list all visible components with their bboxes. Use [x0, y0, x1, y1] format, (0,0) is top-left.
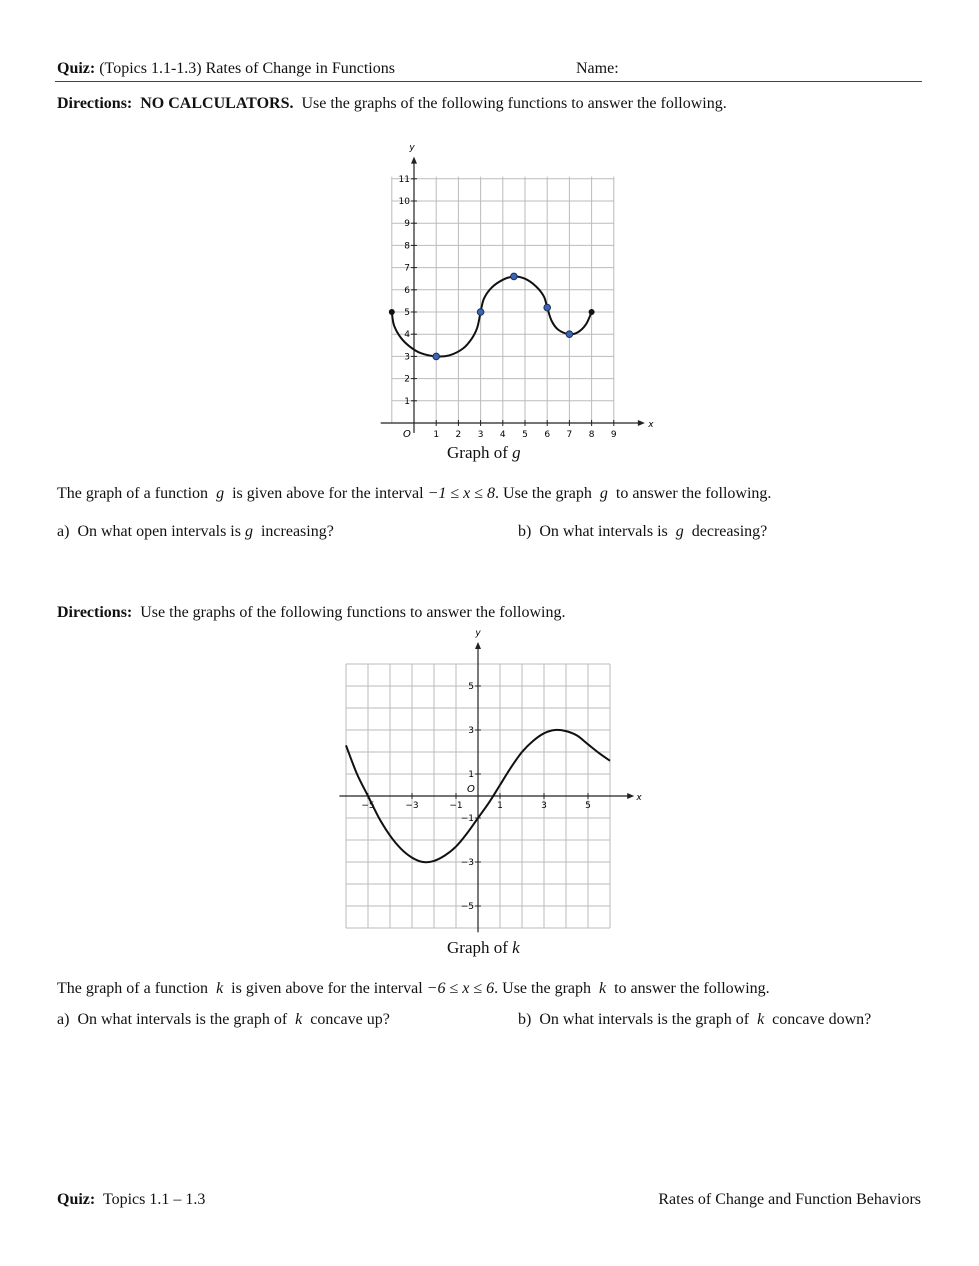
question-label: a)	[57, 1011, 70, 1028]
question-text: On what intervals is	[539, 523, 668, 540]
directions-label: Directions:	[57, 604, 133, 621]
y-tick-label: 10	[398, 197, 410, 207]
prompt-text: to answer the following.	[615, 485, 772, 502]
footer-right: Rates of Change and Function Behaviors	[658, 1191, 921, 1208]
prompt-text: The graph of a function	[57, 485, 209, 502]
x-tick-label: 5	[522, 430, 528, 440]
question-text: decreasing?	[691, 523, 768, 540]
y-axis-arrow	[475, 642, 481, 649]
origin-label: O	[467, 784, 475, 795]
directions-label: Directions:	[57, 95, 133, 112]
y-tick-label: 1	[468, 770, 474, 780]
x-tick-label: 6	[544, 430, 551, 440]
y-tick-label: 8	[404, 241, 410, 252]
x-tick-label: 1	[433, 430, 440, 440]
x-tick-label: 8	[588, 430, 595, 440]
quiz-title: (Topics 1.1-1.3) Rates of Change in Functions	[99, 60, 395, 77]
y-axis-label: y	[409, 145, 415, 153]
question-var: g	[675, 523, 684, 540]
marked-point	[511, 273, 518, 280]
footer-quiz-label: Quiz:	[57, 1191, 96, 1208]
graph-g-caption	[447, 443, 521, 463]
prompt-var: g	[216, 485, 225, 502]
endpoint	[589, 309, 595, 315]
question-text: concave down?	[772, 1011, 872, 1028]
prompt-text: to answer the following.	[614, 980, 770, 997]
directions-2	[57, 604, 566, 622]
x-axis-arrow	[638, 420, 645, 426]
prompt-text: . Use the graph	[495, 485, 592, 502]
question-g-a	[57, 523, 334, 541]
y-tick-label: 2	[404, 374, 410, 385]
question-var: k	[757, 1011, 765, 1028]
endpoint	[389, 309, 395, 315]
x-axis-label: x	[636, 793, 642, 803]
question-label: b)	[518, 523, 532, 540]
question-label: a)	[57, 523, 70, 540]
y-tick-label: 11	[398, 174, 410, 185]
prompt-k	[57, 980, 770, 998]
caption-var: k	[512, 938, 520, 957]
x-tick-label: 2	[455, 430, 462, 440]
y-tick-label: −3	[460, 858, 474, 868]
prompt-text: . Use the graph	[494, 980, 591, 997]
question-k-a	[57, 1011, 390, 1029]
header	[57, 60, 395, 78]
graph-k-caption	[447, 938, 520, 958]
directions-text: Use the graphs of the following functions to answer the following.	[301, 95, 727, 112]
y-axis-label: y	[475, 628, 481, 639]
y-tick-label: 4	[404, 330, 410, 341]
prompt-var: k	[599, 980, 607, 997]
y-tick-label: −1	[460, 814, 474, 824]
y-tick-label: 9	[404, 219, 410, 230]
x-tick-label: −5	[361, 801, 375, 811]
footer-left	[57, 1191, 205, 1209]
directions-text: Use the graphs of the following functions to answer the following.	[140, 604, 566, 621]
x-tick-label: 9	[610, 430, 617, 440]
quiz-label: Quiz:	[57, 60, 96, 77]
x-tick-label: 3	[477, 430, 484, 440]
x-tick-label: 4	[499, 430, 506, 440]
marked-point	[566, 331, 573, 338]
y-tick-label: −5	[460, 902, 474, 912]
marked-point	[544, 304, 551, 311]
footer-topics: Topics 1.1 – 1.3	[102, 1191, 206, 1208]
marked-point	[433, 353, 440, 360]
name-label: Name:	[576, 60, 619, 77]
x-tick-label: 5	[585, 801, 591, 811]
directions-emph: NO CALCULATORS.	[140, 95, 294, 112]
question-text: increasing?	[260, 523, 334, 540]
y-tick-label: 3	[468, 726, 474, 736]
prompt-var: g	[599, 485, 608, 502]
graph-g	[355, 145, 655, 445]
x-tick-label: −3	[405, 801, 419, 811]
question-text: concave up?	[310, 1011, 390, 1028]
g-curve	[392, 276, 592, 356]
origin-label: O	[403, 429, 411, 440]
prompt-text: is given above for the interval	[232, 485, 424, 502]
y-tick-label: 5	[468, 682, 474, 692]
question-g-b	[518, 523, 767, 541]
y-tick-label: 5	[404, 308, 410, 318]
prompt-var: k	[216, 980, 224, 997]
question-text: On what intervals is the graph of	[539, 1011, 750, 1028]
marked-point	[477, 309, 484, 316]
question-text: On what open intervals is	[77, 523, 241, 540]
prompt-interval: −6 ≤ x ≤ 6	[426, 980, 495, 997]
x-tick-label: 1	[497, 801, 503, 811]
question-k-b	[518, 1011, 871, 1029]
x-axis-arrow	[627, 793, 634, 799]
x-axis-label: x	[648, 420, 654, 430]
prompt-interval: −1 ≤ x ≤ 8	[427, 485, 496, 502]
question-text: On what intervals is the graph of	[77, 1011, 288, 1028]
graph-k	[335, 628, 645, 938]
y-axis-arrow	[411, 157, 417, 164]
prompt-text: is given above for the interval	[231, 980, 423, 997]
x-tick-label: −1	[449, 801, 463, 811]
y-tick-label: 1	[404, 396, 410, 407]
question-label: b)	[518, 1011, 532, 1028]
x-tick-label: 3	[541, 801, 547, 811]
prompt-text: The graph of a function	[57, 980, 209, 997]
y-tick-label: 3	[404, 352, 410, 363]
caption-prefix: Graph of	[447, 938, 508, 957]
y-tick-label: 6	[404, 285, 410, 296]
question-var: g	[244, 523, 253, 540]
header-rule	[55, 81, 922, 82]
caption-prefix: Graph of	[447, 443, 508, 462]
directions-1	[57, 95, 727, 113]
y-tick-label: 7	[404, 263, 410, 274]
question-var: k	[295, 1011, 303, 1028]
prompt-g	[57, 485, 771, 503]
caption-var: g	[512, 443, 521, 462]
x-tick-label: 7	[566, 430, 573, 440]
